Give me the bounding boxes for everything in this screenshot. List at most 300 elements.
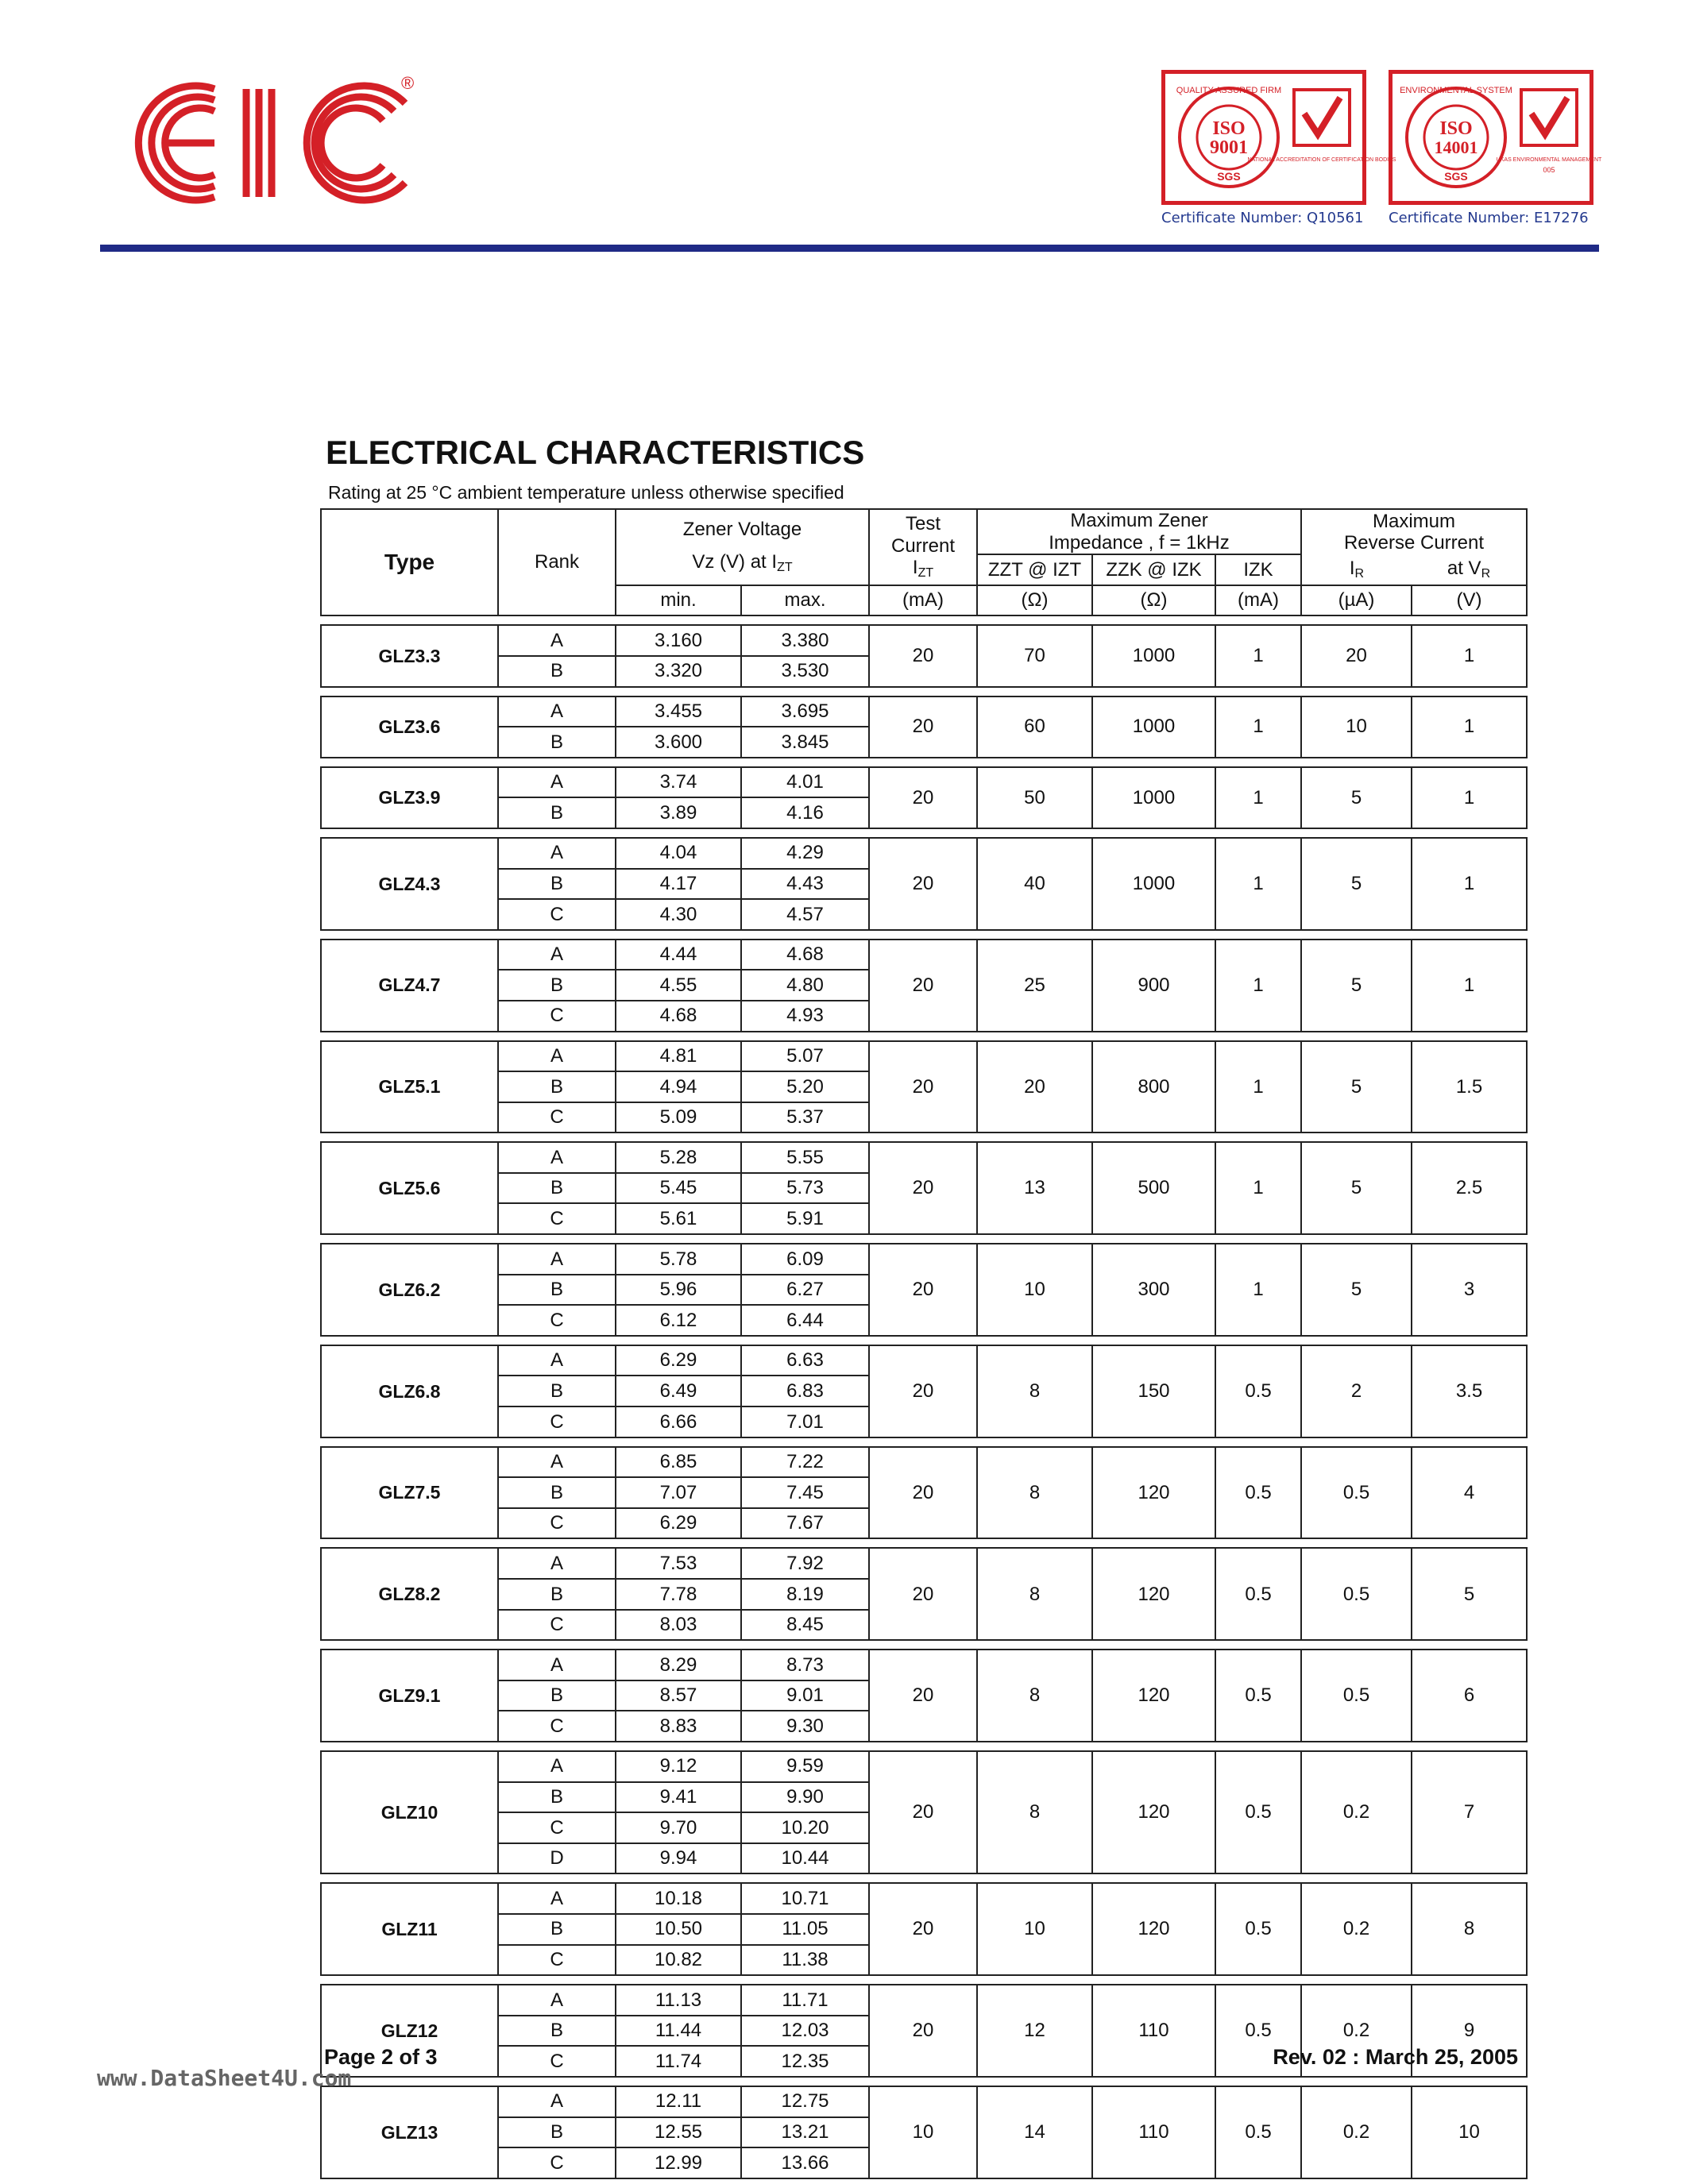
type-cell: GLZ3.3 (321, 625, 498, 686)
zzk-cell: 1000 (1092, 838, 1215, 930)
vz-min-cell: 8.29 (616, 1650, 741, 1680)
vz-min-cell: 10.50 (616, 1914, 741, 1945)
gap-cell (321, 1873, 1527, 1883)
vz-min-cell: 8.57 (616, 1680, 741, 1711)
header-max-zener-1: Maximum Zener (1070, 510, 1208, 531)
cert2-number: 14001 (1434, 137, 1478, 157)
vz-max-cell: 8.19 (741, 1579, 869, 1610)
izk-cell: 1 (1215, 625, 1301, 686)
izk-cell: 0.5 (1215, 2086, 1301, 2178)
ir-cell: 5 (1301, 838, 1412, 930)
rank-cell: B (498, 656, 616, 687)
header-max-reverse (1301, 509, 1527, 554)
group-gap (321, 758, 1527, 767)
table-row (321, 1883, 1527, 1914)
gap-cell (321, 1234, 1527, 1244)
vz-min-cell: 7.78 (616, 1579, 741, 1610)
vr-cell: 7 (1412, 1751, 1527, 1873)
table-row (321, 1650, 1527, 1680)
ir-cell: 20 (1301, 625, 1412, 686)
table-row (321, 838, 1527, 869)
vz-max-cell: 3.695 (741, 696, 869, 727)
vr-cell: 3.5 (1412, 1345, 1527, 1437)
rank-cell: A (498, 696, 616, 727)
vz-min-cell: 4.81 (616, 1041, 741, 1072)
rank-cell: C (498, 1610, 616, 1641)
cert1-side-text: NATIONAL ACCREDITATION OF CERTIFICATION BODIES (1247, 157, 1396, 163)
izt-cell: 20 (869, 1041, 977, 1133)
vz-max-cell: 8.73 (741, 1650, 869, 1680)
gap-cell (321, 1437, 1527, 1447)
header-izk: IZK (1215, 554, 1301, 585)
zzk-cell: 110 (1092, 1985, 1215, 2077)
group-gap (321, 615, 1527, 625)
rank-cell: B (498, 1680, 616, 1711)
table-row (321, 1548, 1527, 1579)
zzk-cell: 120 (1092, 1650, 1215, 1742)
table-row (321, 767, 1527, 798)
group-gap (321, 1336, 1527, 1345)
gap-cell (321, 1742, 1527, 1751)
vz-max-cell: 5.55 (741, 1142, 869, 1173)
izt-cell: 20 (869, 625, 977, 686)
vz-max-cell: 3.845 (741, 727, 869, 758)
izk-cell: 0.5 (1215, 1548, 1301, 1640)
cert2-ring-text: ENVIRONMENTAL SYSTEM (1400, 86, 1512, 95)
vz-max-cell: 3.530 (741, 656, 869, 687)
header-vz-sub: ZT (777, 561, 793, 575)
header-rank: Rank (498, 509, 616, 615)
vz-min-cell: 4.04 (616, 838, 741, 869)
zzt-cell: 10 (977, 1244, 1092, 1336)
zzk-cell: 150 (1092, 1345, 1215, 1437)
vz-min-cell: 3.600 (616, 727, 741, 758)
vz-max-cell: 5.73 (741, 1173, 869, 1204)
vz-max-cell: 4.80 (741, 970, 869, 1001)
zzk-cell: 120 (1092, 1751, 1215, 1873)
vz-max-cell: 7.67 (741, 1508, 869, 1539)
vz-max-cell: 10.44 (741, 1843, 869, 1874)
vr-cell: 3 (1412, 1244, 1527, 1336)
vr-cell: 1.5 (1412, 1041, 1527, 1133)
vz-min-cell: 5.09 (616, 1102, 741, 1133)
header-zener-voltage-label: Zener Voltage (682, 518, 802, 540)
vz-max-cell: 4.01 (741, 767, 869, 798)
table-row (321, 1447, 1527, 1478)
izk-cell: 0.5 (1215, 1345, 1301, 1437)
vz-max-cell: 4.29 (741, 838, 869, 869)
group-gap (321, 1873, 1527, 1883)
izk-cell: 1 (1215, 940, 1301, 1032)
vz-max-cell: 12.03 (741, 2016, 869, 2047)
table-row (321, 1041, 1527, 1072)
vz-max-cell: 8.45 (741, 1610, 869, 1641)
vr-cell: 2.5 (1412, 1142, 1527, 1234)
group-gap (321, 1133, 1527, 1142)
type-cell: GLZ3.6 (321, 696, 498, 758)
zzk-cell: 120 (1092, 1447, 1215, 1539)
vz-min-cell: 10.82 (616, 1945, 741, 1976)
cert1-caption: Certificate Number: Q10561 (1161, 210, 1364, 226)
vz-max-cell: 6.44 (741, 1305, 869, 1336)
vz-min-cell: 3.455 (616, 696, 741, 727)
izt-cell: 20 (869, 1985, 977, 2077)
cert1-iso: ISO (1212, 118, 1246, 139)
type-cell: GLZ5.6 (321, 1142, 498, 1234)
vz-min-cell: 3.160 (616, 625, 741, 656)
cert1-ring-text: QUALITY ASSURED FIRM (1176, 86, 1282, 95)
vz-max-cell: 13.21 (741, 2117, 869, 2148)
vz-min-cell: 5.78 (616, 1244, 741, 1275)
header-zzk: ZZK @ IZK (1092, 554, 1215, 585)
zzt-cell: 70 (977, 625, 1092, 686)
izt-cell: 20 (869, 1142, 977, 1234)
rank-cell: B (498, 1071, 616, 1102)
rank-cell: B (498, 727, 616, 758)
cert2-side-text: UKAS ENVIRONMENTAL MANAGEMENT (1496, 157, 1602, 163)
vz-max-cell: 5.07 (741, 1041, 869, 1072)
gap-cell (321, 2077, 1527, 2086)
gap-cell (321, 1975, 1527, 1985)
izk-cell: 1 (1215, 1041, 1301, 1133)
gap-cell (321, 1133, 1527, 1142)
vz-max-cell: 9.30 (741, 1711, 869, 1742)
rank-cell: B (498, 1275, 616, 1306)
izk-cell: 1 (1215, 696, 1301, 758)
vr-cell: 9 (1412, 1985, 1527, 2077)
zzt-cell: 8 (977, 1650, 1092, 1742)
vz-min-cell: 4.68 (616, 1001, 741, 1032)
vz-min-cell: 9.12 (616, 1751, 741, 1782)
rank-cell: A (498, 1985, 616, 2016)
izk-cell: 1 (1215, 838, 1301, 930)
rank-cell: A (498, 1345, 616, 1376)
type-cell: GLZ8.2 (321, 1548, 498, 1640)
unit-ua: (µA) (1301, 585, 1412, 616)
gap-cell (321, 615, 1527, 625)
rank-cell: B (498, 1782, 616, 1813)
header-type: Type (321, 509, 498, 615)
zzk-cell: 120 (1092, 1883, 1215, 1975)
rank-cell: C (498, 1711, 616, 1742)
header-max-zener (977, 509, 1301, 554)
type-cell: GLZ6.2 (321, 1244, 498, 1336)
vz-max-cell: 7.22 (741, 1447, 869, 1478)
vz-max-cell: 6.63 (741, 1345, 869, 1376)
izk-cell: 0.5 (1215, 1650, 1301, 1742)
zzt-cell: 8 (977, 1447, 1092, 1539)
vz-min-cell: 6.66 (616, 1406, 741, 1437)
header-izt-sym: I (912, 557, 918, 579)
rank-cell: B (498, 1477, 616, 1508)
table-row (321, 1751, 1527, 1782)
rank-cell: C (498, 2046, 616, 2077)
vz-min-cell: 6.12 (616, 1305, 741, 1336)
type-cell: GLZ5.1 (321, 1041, 498, 1133)
rank-cell: B (498, 1376, 616, 1406)
vz-max-cell: 5.20 (741, 1071, 869, 1102)
header-test-current-2: Current (890, 534, 956, 557)
rank-cell: B (498, 2117, 616, 2148)
zzk-cell: 900 (1092, 940, 1215, 1032)
registered-mark: ® (401, 73, 415, 93)
vz-min-cell: 12.11 (616, 2086, 741, 2117)
vz-min-cell: 11.44 (616, 2016, 741, 2047)
vr-cell: 8 (1412, 1883, 1527, 1975)
vz-max-cell: 7.92 (741, 1548, 869, 1579)
group-gap (321, 2077, 1527, 2086)
izk-cell: 0.5 (1215, 1751, 1301, 1873)
cert2-iso: ISO (1439, 118, 1473, 139)
izk-cell: 1 (1215, 1142, 1301, 1234)
zzt-cell: 60 (977, 696, 1092, 758)
gap-cell (321, 1640, 1527, 1650)
table-row (321, 625, 1527, 656)
gap-cell (321, 930, 1527, 940)
header-max-reverse-2: Reverse Current (1343, 532, 1485, 554)
unit-ma-izk: (mA) (1215, 585, 1301, 616)
type-cell: GLZ12 (321, 1985, 498, 2077)
zzk-cell: 110 (1092, 2086, 1215, 2178)
vz-min-cell: 6.29 (616, 1508, 741, 1539)
rank-cell: B (498, 1914, 616, 1945)
rank-cell: A (498, 1650, 616, 1680)
vz-min-cell: 5.96 (616, 1275, 741, 1306)
zzt-cell: 40 (977, 838, 1092, 930)
vz-max-cell: 12.75 (741, 2086, 869, 2117)
iso14001-certificate (1389, 70, 1602, 226)
zzk-cell: 1000 (1092, 767, 1215, 828)
vz-max-cell: 9.59 (741, 1751, 869, 1782)
vz-max-cell: 7.45 (741, 1477, 869, 1508)
ir-cell: 5 (1301, 1244, 1412, 1336)
vz-min-cell: 9.41 (616, 1782, 741, 1813)
izk-cell: 1 (1215, 1244, 1301, 1336)
unit-ma: (mA) (869, 585, 977, 616)
zzk-cell: 800 (1092, 1041, 1215, 1133)
rank-cell: A (498, 1548, 616, 1579)
vz-min-cell: 4.30 (616, 899, 741, 930)
vz-min-cell: 8.03 (616, 1610, 741, 1641)
unit-v: (V) (1412, 585, 1527, 616)
vz-max-cell: 6.09 (741, 1244, 869, 1275)
header-vr-sym: at V (1447, 557, 1481, 579)
rank-cell: B (498, 797, 616, 828)
header-vz-label: Vz (V) at I (692, 551, 778, 573)
vz-min-cell: 12.55 (616, 2117, 741, 2148)
type-cell: GLZ13 (321, 2086, 498, 2178)
vz-max-cell: 10.71 (741, 1883, 869, 1914)
cert2-agency: SGS (1444, 170, 1468, 183)
rank-cell: C (498, 1203, 616, 1234)
type-cell: GLZ4.3 (321, 838, 498, 930)
vz-min-cell: 4.55 (616, 970, 741, 1001)
vz-max-cell: 11.38 (741, 1945, 869, 1976)
group-gap (321, 687, 1527, 696)
rank-cell: B (498, 1173, 616, 1204)
vz-min-cell: 4.94 (616, 1071, 741, 1102)
rank-cell: C (498, 1406, 616, 1437)
rank-cell: C (498, 1305, 616, 1336)
ir-cell: 0.5 (1301, 1447, 1412, 1539)
vz-max-cell: 4.68 (741, 940, 869, 970)
vz-max-cell: 11.05 (741, 1914, 869, 1945)
table-row (321, 940, 1527, 970)
vz-max-cell: 5.37 (741, 1102, 869, 1133)
zzk-cell: 300 (1092, 1244, 1215, 1336)
watermark: www.DataSheet4U.com (97, 2065, 352, 2091)
vz-min-cell: 12.99 (616, 2147, 741, 2178)
type-cell: GLZ6.8 (321, 1345, 498, 1437)
header-vr-sub: R (1481, 566, 1491, 581)
vz-min-cell: 7.07 (616, 1477, 741, 1508)
header-divider (100, 245, 1599, 252)
group-gap (321, 1640, 1527, 1650)
vz-min-cell: 11.74 (616, 2046, 741, 2077)
ir-cell: 0.5 (1301, 1548, 1412, 1640)
zzt-cell: 8 (977, 1751, 1092, 1873)
izt-cell: 10 (869, 2086, 977, 2178)
rank-cell: B (498, 869, 616, 900)
type-cell: GLZ9.1 (321, 1650, 498, 1742)
vz-min-cell: 8.83 (616, 1711, 741, 1742)
rank-cell: D (498, 1843, 616, 1874)
rank-cell: A (498, 1883, 616, 1914)
group-gap (321, 1538, 1527, 1548)
header-zener-voltage (616, 509, 869, 585)
gap-cell (321, 687, 1527, 696)
table-row (321, 1142, 1527, 1173)
vz-max-cell: 9.01 (741, 1680, 869, 1711)
rank-cell: B (498, 2016, 616, 2047)
iso14001-seal-icon (1393, 74, 1602, 201)
table-row (321, 2086, 1527, 2117)
cert1-agency: SGS (1217, 170, 1241, 183)
header-max-zener-2: Impedance , f = 1kHz (1049, 531, 1230, 554)
unit-max: max. (741, 585, 869, 616)
group-gap (321, 930, 1527, 940)
page-title: ELECTRICAL CHARACTERISTICS (326, 434, 865, 471)
vz-max-cell: 4.16 (741, 797, 869, 828)
eic-logo (135, 71, 445, 214)
vr-cell: 1 (1412, 696, 1527, 758)
zzt-cell: 13 (977, 1142, 1092, 1234)
vz-max-cell: 6.27 (741, 1275, 869, 1306)
gap-cell (321, 1538, 1527, 1548)
vz-min-cell: 6.49 (616, 1376, 741, 1406)
page-number: Page 2 of 3 (324, 2045, 438, 2069)
vz-max-cell: 10.20 (741, 1812, 869, 1843)
vz-min-cell: 3.320 (616, 656, 741, 687)
iso9001-certificate (1161, 70, 1396, 226)
header-ir-sym: I (1349, 557, 1355, 579)
ir-cell: 5 (1301, 767, 1412, 828)
vr-cell: 4 (1412, 1447, 1527, 1539)
zzk-cell: 500 (1092, 1142, 1215, 1234)
vz-min-cell: 6.85 (616, 1447, 741, 1478)
gap-cell (321, 1336, 1527, 1345)
rank-cell: C (498, 1945, 616, 1976)
zzt-cell: 8 (977, 1345, 1092, 1437)
group-gap (321, 1032, 1527, 1041)
header-test-current-sym (870, 557, 976, 581)
vz-max-cell: 4.43 (741, 869, 869, 900)
rank-cell: B (498, 970, 616, 1001)
zzt-cell: 8 (977, 1548, 1092, 1640)
rank-cell: C (498, 1508, 616, 1539)
header-ir (1301, 554, 1412, 585)
izk-cell: 0.5 (1215, 1985, 1301, 2077)
vz-max-cell: 9.90 (741, 1782, 869, 1813)
vz-min-cell: 4.44 (616, 940, 741, 970)
unit-ohm-zzk: (Ω) (1092, 585, 1215, 616)
zzt-cell: 50 (977, 767, 1092, 828)
ir-cell: 10 (1301, 696, 1412, 758)
zzt-cell: 25 (977, 940, 1092, 1032)
vz-max-cell: 11.71 (741, 1985, 869, 2016)
vz-max-cell: 6.83 (741, 1376, 869, 1406)
ir-cell: 0.2 (1301, 1883, 1412, 1975)
table-row (321, 696, 1527, 727)
group-gap (321, 1234, 1527, 1244)
group-gap (321, 1975, 1527, 1985)
izt-cell: 20 (869, 1345, 977, 1437)
unit-ohm-zzt: (Ω) (977, 585, 1092, 616)
rank-cell: B (498, 1579, 616, 1610)
gap-cell (321, 1032, 1527, 1041)
rank-cell: C (498, 899, 616, 930)
vr-cell: 6 (1412, 1650, 1527, 1742)
cert2-caption: Certificate Number: E17276 (1389, 210, 1589, 226)
type-cell: GLZ3.9 (321, 767, 498, 828)
vz-max-cell: 7.01 (741, 1406, 869, 1437)
zzk-cell: 1000 (1092, 625, 1215, 686)
type-cell: GLZ10 (321, 1751, 498, 1873)
izt-cell: 20 (869, 1650, 977, 1742)
rank-cell: A (498, 1244, 616, 1275)
header-vz (616, 551, 868, 575)
izt-cell: 20 (869, 1244, 977, 1336)
group-gap (321, 1437, 1527, 1447)
rank-cell: A (498, 1142, 616, 1173)
rank-cell: A (498, 940, 616, 970)
gap-cell (321, 828, 1527, 838)
izk-cell: 0.5 (1215, 1447, 1301, 1539)
vr-cell: 1 (1412, 767, 1527, 828)
vr-cell: 5 (1412, 1548, 1527, 1640)
vz-max-cell: 4.93 (741, 1001, 869, 1032)
cert2-side-code: 005 (1543, 166, 1555, 174)
table-row (321, 1244, 1527, 1275)
vz-min-cell: 3.74 (616, 767, 741, 798)
ir-cell: 5 (1301, 1041, 1412, 1133)
izt-cell: 20 (869, 940, 977, 1032)
rank-cell: C (498, 2147, 616, 2178)
vr-cell: 1 (1412, 838, 1527, 930)
vz-min-cell: 4.17 (616, 869, 741, 900)
revision: Rev. 02 : March 25, 2005 (1273, 2045, 1518, 2069)
rank-cell: A (498, 767, 616, 798)
cert1-number: 9001 (1210, 137, 1248, 158)
table-row (321, 1985, 1527, 2016)
vz-min-cell: 3.89 (616, 797, 741, 828)
vz-max-cell: 13.66 (741, 2147, 869, 2178)
izt-cell: 20 (869, 767, 977, 828)
ir-cell: 0.5 (1301, 1650, 1412, 1742)
unit-min: min. (616, 585, 741, 616)
rating-note: Rating at 25 °C ambient temperature unless otherwise specified (328, 482, 844, 503)
zzt-cell: 10 (977, 1883, 1092, 1975)
